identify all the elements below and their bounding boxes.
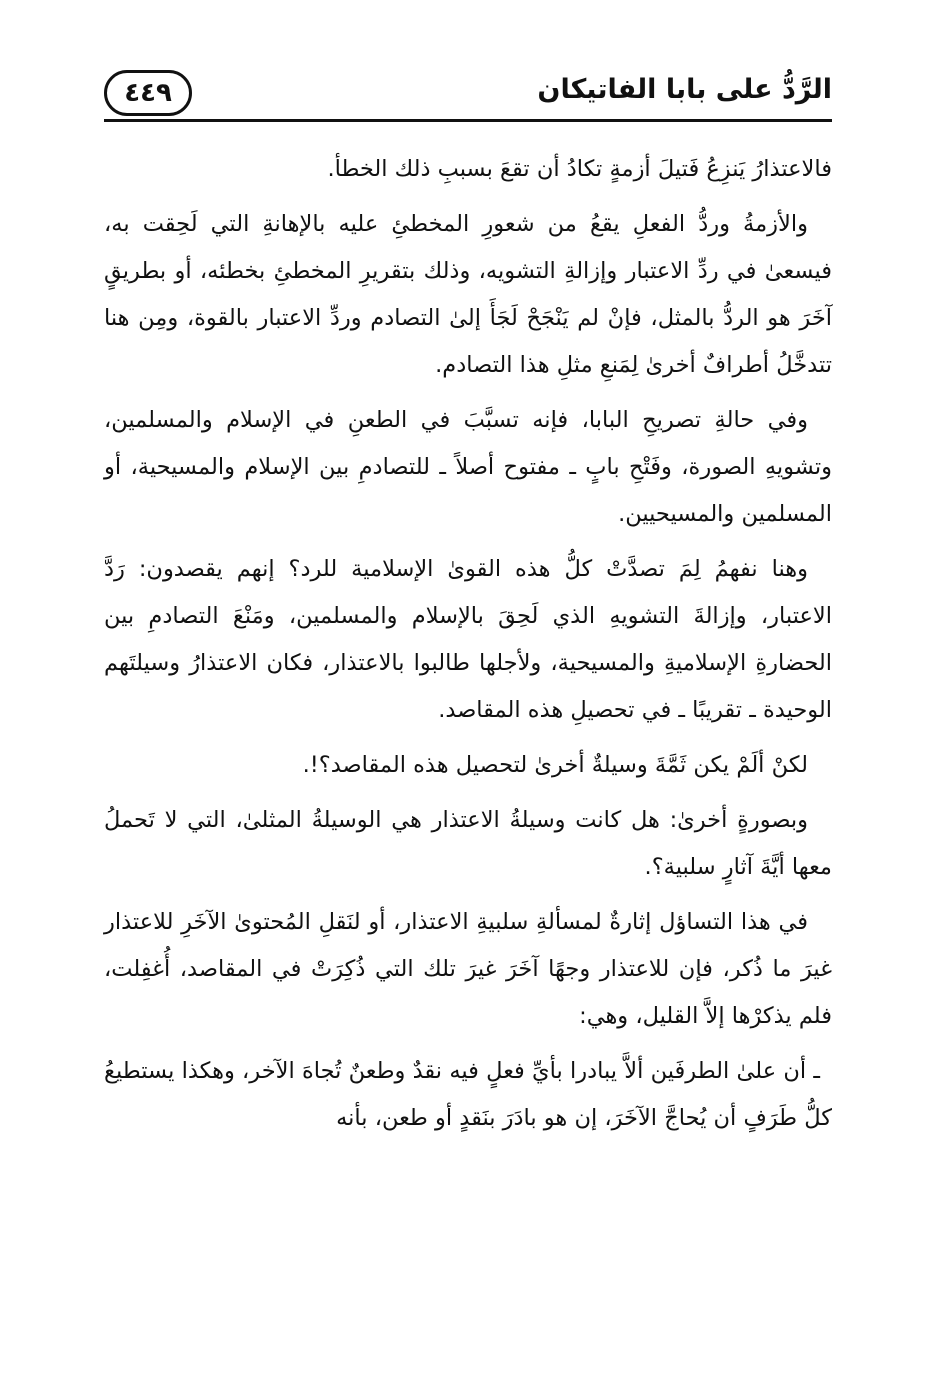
paragraph: ـ أن علىٰ الطرفَين ألاَّ يبادرا بأيِّ فعلٍ فيه نقدٌ وطعنٌ تُجاهَ الآخر، وهكذا يستطيعُ كلُّ طَرَفٍ أن يُحاجَّ الآخَرَ، إن هو بادَرَ بنَقدٍ أو طعن، بأنه bbox=[104, 1058, 832, 1131]
page-header bbox=[104, 60, 832, 122]
paragraph: والأزمةُ وردُّ الفعلِ يقعُ من شعورِ المخطئِ عليه بالإهانةِ التي لَحِقت به، فيسعىٰ في ردِّ الاعتبار وإزالةِ التشويه، وذلك بتقريرِ المخطئِ بخطئه، أو بطريقٍ آخَرَ هو الردُّ بالمثل، فإنْ لم يَنْجَحْ لَجَأَ إلىٰ التصادم وردِّ الاعتبار بالقوة، ومِن هنا تتدخَّلُ أطرافٌ أخرىٰ لِمَنعِ مثلِ هذا التصادم. bbox=[104, 211, 832, 378]
paragraph: لكنْ ألَمْ يكن ثَمَّةَ وسيلةٌ أخرىٰ لتحصيل هذه المقاصد؟!. bbox=[302, 752, 808, 778]
body-text bbox=[104, 146, 832, 1150]
paragraph: وبصورةٍ أخرىٰ: هل كانت وسيلةُ الاعتذار هي الوسيلةُ المثلىٰ، التي لا تَحملُ معها أيَّةَ آثارٍ سلبية؟. bbox=[104, 807, 832, 880]
running-title: الرَّدُّ على بابا الفاتيكان bbox=[537, 74, 832, 105]
paragraph: في هذا التساؤل إثارةٌ لمسألةِ سلبيةِ الاعتذار، أو لنَقلِ المُحتوىٰ الآخَرِ للاعتذار غيرَ ما ذُكر، فإن للاعتذار وجهًا آخَرَ غيرَ تلك التي ذُكِرَتْ في المقاصد، أُغفِلت، فلم يذكرْها إلاَّ القليل، وهي: bbox=[104, 909, 832, 1029]
paragraph: وفي حالةِ تصريحِ البابا، فإنه تسبَّبَ في الطعنِ في الإسلام والمسلمين، وتشويهِ الصورة، وفَتْحِ بابٍ ـ مفتوح أصلاً ـ للتصادمِ بين الإسلام والمسيحية، أو المسلمين والمسيحيين. bbox=[104, 407, 832, 527]
header-rule bbox=[104, 119, 832, 122]
paragraph: وهنا نفهمُ لِمَ تصدَّتْ كلُّ هذه القوىٰ الإسلامية للرد؟ إنهم يقصدون: رَدَّ الاعتبار، وإزالةَ التشويهِ الذي لَحِقَ بالإسلام والمسلمين، ومَنْعَ التصادمِ بين الحضارةِ الإسلاميةِ والمسيحية، ولأجلها طالبوا بالاعتذار، فكان الاعتذارُ وسيلتَهم الوحيدة ـ تقريبًا ـ في تحصيلِ هذه المقاصد. bbox=[104, 556, 832, 723]
page-number-badge: ٤٤٩ bbox=[104, 70, 192, 116]
paragraph: فالاعتذارُ يَنزِعُ فَتيلَ أزمةٍ تكادُ أن تقعَ بسببِ ذلك الخطأ. bbox=[327, 156, 832, 182]
